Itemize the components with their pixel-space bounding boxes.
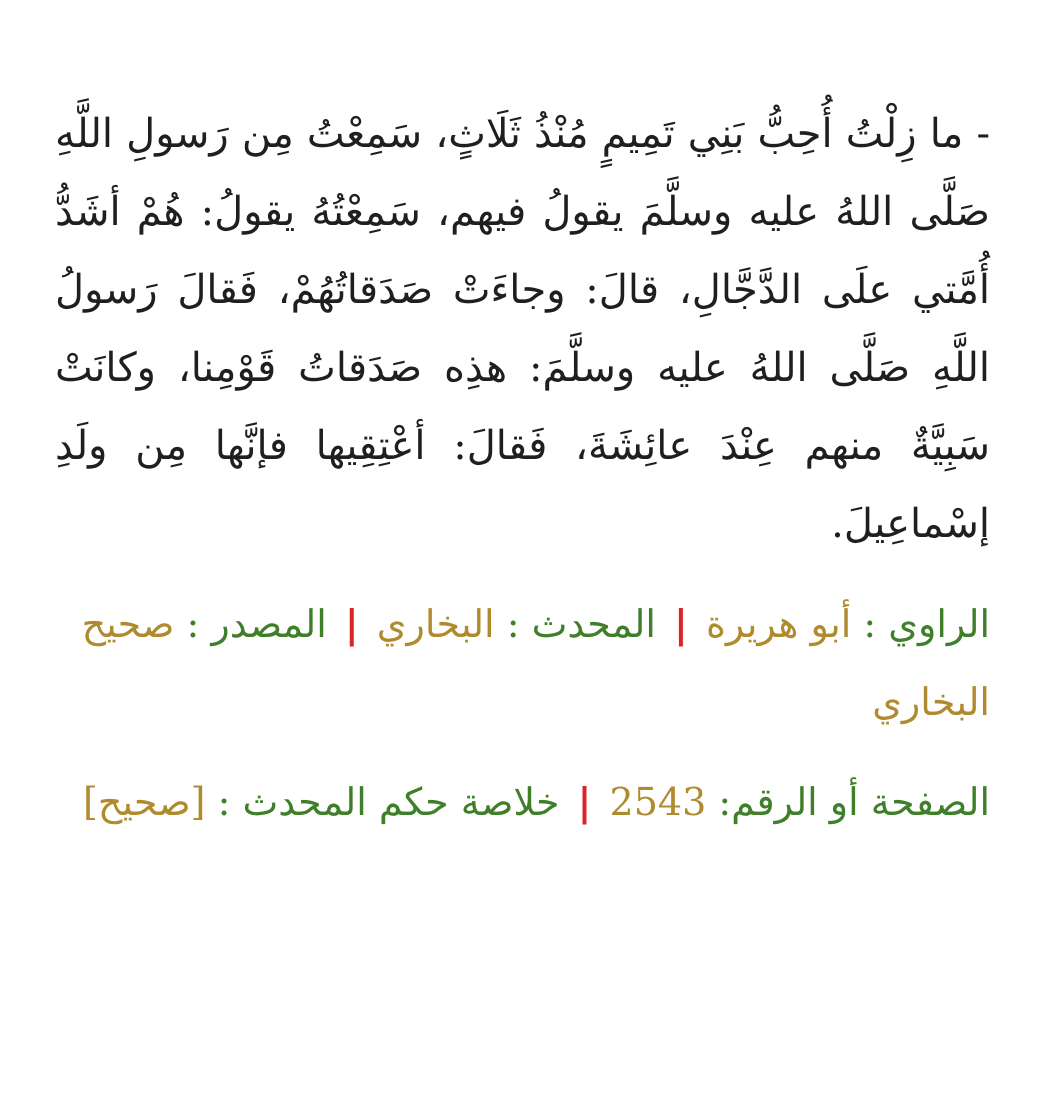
separator: | xyxy=(674,601,688,646)
hadith-card xyxy=(55,95,990,1085)
reference-line xyxy=(55,763,990,841)
muhaddith-value[interactable]: البخاري xyxy=(376,602,495,646)
separator: | xyxy=(344,601,359,646)
narrator-label: الراوي : xyxy=(863,602,990,646)
muhaddith-label: المحدث : xyxy=(506,602,656,646)
source-value[interactable]: صحيح البخاري xyxy=(81,602,990,724)
narrator-source-line xyxy=(55,585,990,741)
hadith-text: - ما زِلْتُ أُحِبُّ بَنِي تَمِيمٍ مُنْذُ ثَلَاثٍ، سَمِعْتُ مِن رَسولِ اللَّهِ صَلَّى اللهُ عليه وسلَّمَ يقولُ فيهم، سَمِعْتُهُ يقولُ: هُمْ أشَدُّ أُمَّتي علَى الدَّجَّالِ، قالَ: وجاءَتْ صَدَقاتُهُمْ، فَقالَ رَسولُ اللَّهِ صَلَّى اللهُ عليه وسلَّمَ: هذِه صَدَقاتُ قَوْمِنا، وكانَتْ سَبِيَّةٌ منهم عِنْدَ عائِشَةَ، فَقالَ: أعْتِقِيها فإنَّها مِن ولَدِ إسْماعِيلَ. xyxy=(55,111,991,547)
page-label: الصفحة أو الرقم: xyxy=(718,780,990,824)
page-value: 2543 xyxy=(609,780,707,824)
narrator-value[interactable]: أبو هريرة xyxy=(705,602,852,646)
ruling-label: خلاصة حكم المحدث : xyxy=(217,780,560,824)
source-label: المصدر : xyxy=(186,602,327,646)
separator: | xyxy=(577,779,592,824)
ruling-value: [صحيح] xyxy=(83,780,206,824)
